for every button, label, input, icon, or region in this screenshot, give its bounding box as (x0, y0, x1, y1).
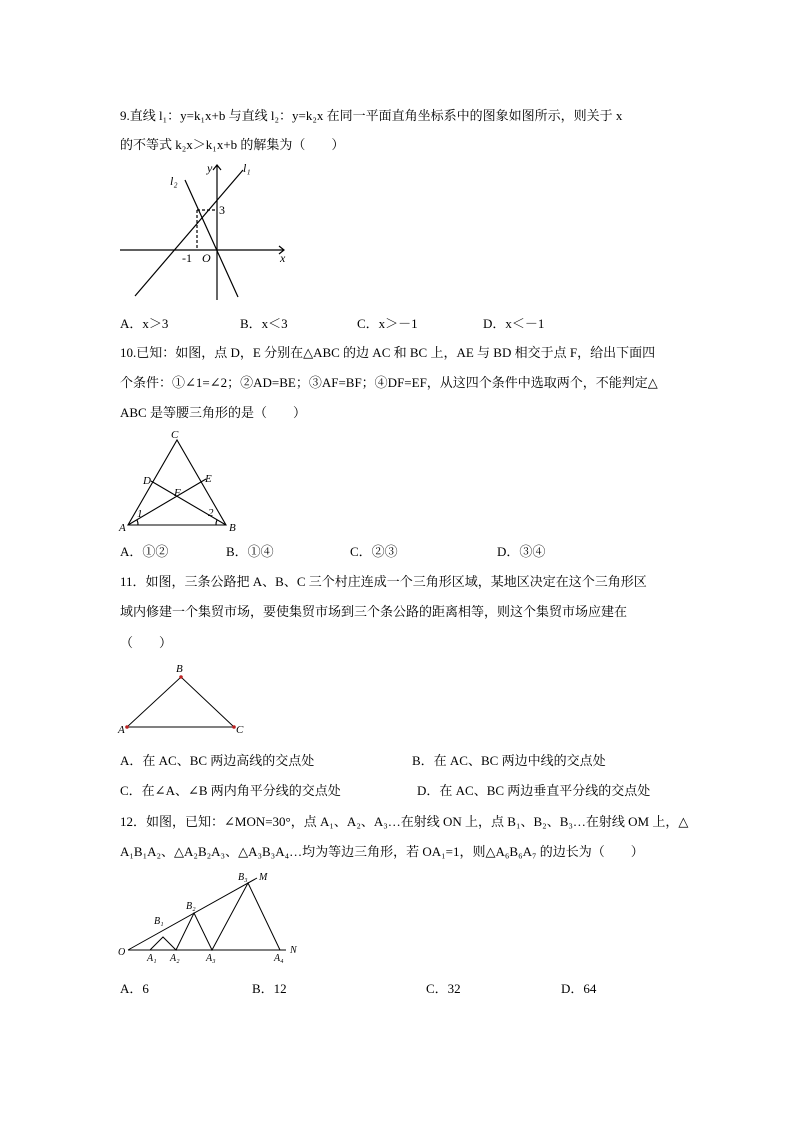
label-b2: B₂ (186, 901, 196, 912)
label-b1: B₁ (154, 916, 164, 927)
q9-option-a[interactable]: A．x＞3 (120, 316, 169, 331)
q11-stem-line1: 11．如图，三条公路把 A、B、C 三个村庄连成一个三角形区域，某地区决定在这个三角形区 (120, 574, 647, 589)
label-origin: O (202, 251, 211, 265)
label-3: 3 (219, 203, 225, 217)
label-a4: A₄ (274, 953, 284, 964)
q9-option-d[interactable]: D．x＜－1 (483, 316, 545, 331)
q12-stem-line2: A₁B₁A₂、△A₂B₂A₃、△A₃B₃A₄…均为等边三角形，若 OA₁=1，则△A₆B₆A₇ 的边长为（ ） (120, 844, 644, 859)
label-l2: l₂ (170, 174, 178, 188)
label-b3: B₃ (238, 872, 248, 883)
label-o: O (118, 947, 126, 958)
label-d: D (143, 475, 151, 487)
label-angle-2: 2 (208, 507, 214, 519)
q12-option-b[interactable]: B．12 (252, 981, 287, 996)
equilateral-triangles (150, 883, 280, 950)
q12-stem-line1: 12．如图，已知：∠MON=30°，点 A₁、A₂、A₃…在射线 ON 上，点 B₁、B₂、B₃…在射线 OM 上，△ (120, 814, 689, 829)
label-neg1: -1 (182, 251, 192, 265)
label-a3: A₃ (206, 953, 216, 964)
label-a1: A₁ (147, 953, 157, 964)
label-y: y (207, 161, 213, 175)
q11-stem-line3: （ ） (120, 635, 173, 650)
label-m: M (259, 872, 268, 883)
label-a: A (119, 522, 126, 534)
label-c: C (171, 429, 179, 441)
label-l1: l₁ (243, 161, 251, 175)
q10-option-c[interactable]: C．②③ (350, 544, 398, 559)
q10-stem-line1: 10.已知：如图，点 D，E 分别在△ABC 的边 AC 和 BC 上，AE 与 BD 相交于点 F，给出下面四 (120, 345, 656, 360)
label-f: F (174, 487, 181, 499)
q10-stem-line2: 个条件：①∠1=∠2；②AD=BE；③AF=BF；④DF=EF，从这四个条件中选取两个，不能判定△ (120, 375, 658, 390)
label-b: B (229, 522, 236, 534)
q11-option-c[interactable]: C．在∠A、∠B 两内角平分线的交点处 (120, 783, 341, 798)
q11-stem-line2: 域内修建一个集贸市场，要使集贸市场到三个条公路的距离相等，则这个集贸市场应建在 (120, 604, 628, 619)
q9-stem-line1: 9.直线 l₁：y=k₁x+b 与直线 l₂：y=k₂x 在同一平面直角坐标系中的图象如图所示，则关于 x (120, 108, 623, 123)
q11-option-a[interactable]: A．在 AC、BC 两边高线的交点处 (120, 753, 315, 768)
q9-stem-line2: 的不等式 k₂x＞k₁x+b 的解集为（ ） (120, 137, 345, 152)
q12-option-c[interactable]: C．32 (426, 981, 461, 996)
label-x: x (280, 251, 286, 265)
q12-option-a[interactable]: A．6 (120, 981, 149, 996)
q9-option-b[interactable]: B．x＜3 (240, 316, 288, 331)
q10-option-d[interactable]: D．③④ (497, 544, 546, 559)
ray-om (128, 878, 257, 950)
label-a: A (118, 724, 125, 736)
q10-option-b[interactable]: B．①④ (226, 544, 274, 559)
q11-option-d[interactable]: D．在 AC、BC 两边垂直平分线的交点处 (417, 783, 651, 798)
label-e: E (205, 473, 212, 485)
label-c: C (236, 724, 244, 736)
q9-option-c[interactable]: C．x＞－1 (357, 316, 418, 331)
label-angle-1: 1 (137, 508, 143, 520)
label-b: B (176, 663, 183, 675)
q10-stem-line3: ABC 是等腰三角形的是（ ） (120, 405, 306, 420)
label-n: N (290, 945, 297, 956)
label-a2: A₂ (170, 953, 180, 964)
q11-option-b[interactable]: B．在 AC、BC 两边中线的交点处 (412, 753, 606, 768)
q12-option-d[interactable]: D．64 (561, 981, 597, 996)
q10-option-a[interactable]: A．①② (120, 544, 169, 559)
